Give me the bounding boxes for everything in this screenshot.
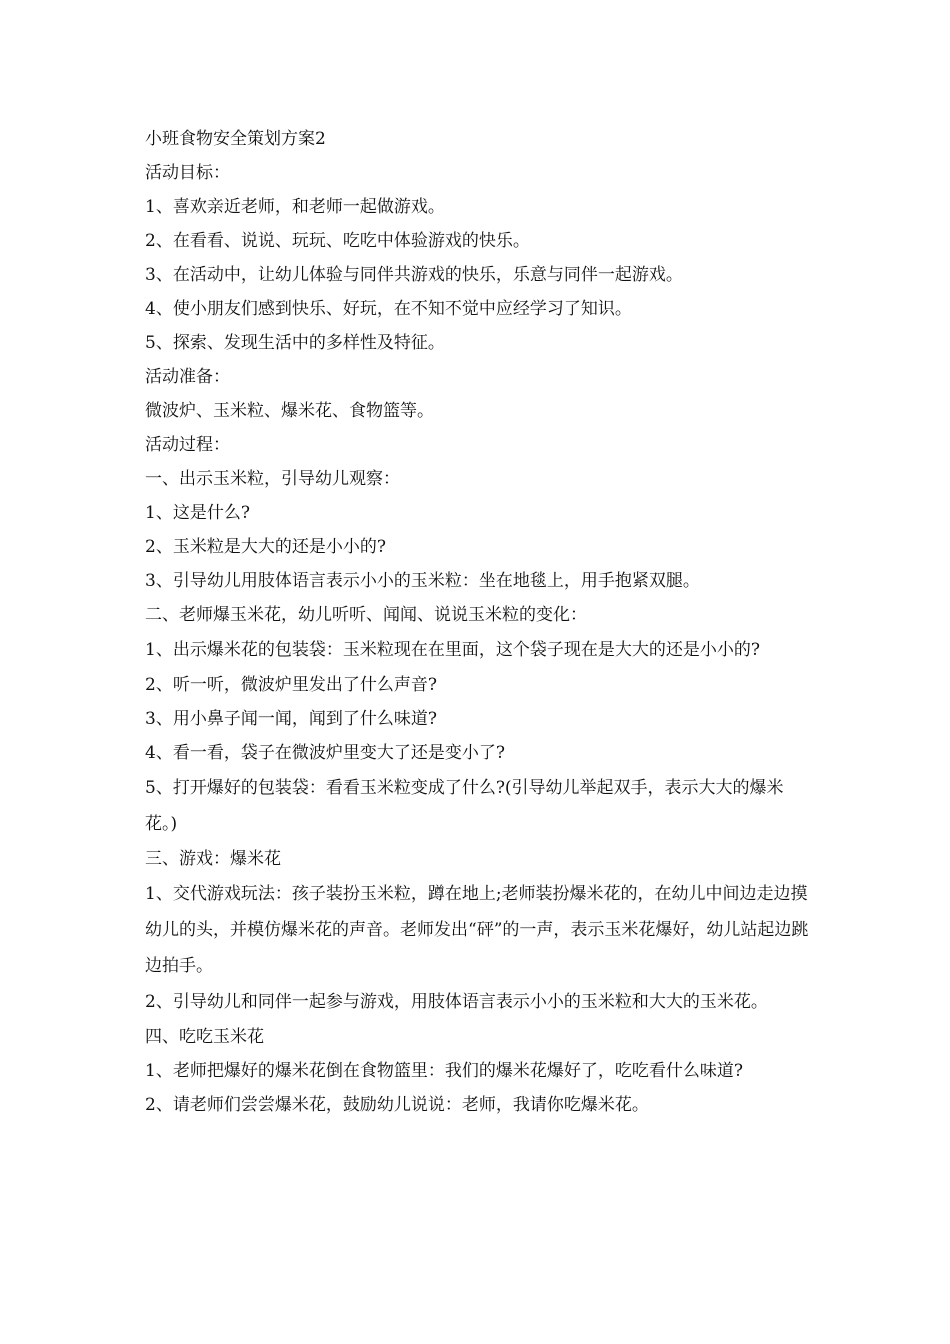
paragraph-line: 1、出示爆米花的包装袋：玉米粒现在在里面，这个袋子现在是大大的还是小小的? bbox=[145, 640, 760, 660]
paragraph-line: 2、玉米粒是大大的还是小小的? bbox=[145, 537, 386, 557]
paragraph-line: 3、引导幼儿用肢体语言表示小小的玉米粒：坐在地毯上，用手抱紧双腿。 bbox=[145, 571, 700, 591]
section-heading-goals: 活动目标： bbox=[145, 163, 230, 183]
section-heading-preparation: 活动准备： bbox=[145, 367, 230, 387]
paragraph-line: 5、探索、发现生活中的多样性及特征。 bbox=[145, 333, 445, 353]
paragraph-line: 2、在看看、说说、玩玩、吃吃中体验游戏的快乐。 bbox=[145, 231, 530, 251]
paragraph-line: 1、这是什么? bbox=[145, 503, 250, 523]
document-title: 小班食物安全策划方案2 bbox=[145, 129, 326, 149]
paragraph-line: 2、引导幼儿和同伴一起参与游戏，用肢体语言表示小小的玉米粒和大大的玉米花。 bbox=[145, 992, 768, 1012]
paragraph-line: 4、使小朋友们感到快乐、好玩，在不知不觉中应经学习了知识。 bbox=[145, 299, 632, 319]
section-heading-process: 活动过程： bbox=[145, 435, 230, 455]
paragraph-line: 1、喜欢亲近老师，和老师一起做游戏。 bbox=[145, 197, 445, 217]
subsection-heading: 三、游戏：爆米花 bbox=[145, 849, 281, 869]
paragraph-line: 3、用小鼻子闻一闻，闻到了什么味道? bbox=[145, 709, 437, 729]
subsection-heading: 一、出示玉米粒，引导幼儿观察： bbox=[145, 469, 400, 489]
paragraph-line: 微波炉、玉米粒、爆米花、食物篮等。 bbox=[145, 401, 434, 421]
paragraph-line: 4、看一看，袋子在微波炉里变大了还是变小了? bbox=[145, 743, 505, 763]
paragraph-line: 2、听一听，微波炉里发出了什么声音? bbox=[145, 675, 437, 695]
paragraph-line: 3、在活动中，让幼儿体验与同伴共游戏的快乐，乐意与同伴一起游戏。 bbox=[145, 265, 683, 285]
subsection-heading: 四、吃吃玉米花 bbox=[145, 1027, 264, 1047]
paragraph-line: 2、请老师们尝尝爆米花，鼓励幼儿说说：老师，我请你吃爆米花。 bbox=[145, 1095, 649, 1115]
document-body bbox=[145, 122, 815, 1122]
paragraph-line: 1、交代游戏玩法：孩子装扮玉米粒，蹲在地上;老师装扮爆米花的，在幼儿中间边走边摸幼儿的头，并模仿爆米花的声音。老师发出“砰”的一声，表示玉米花爆好，幼儿站起边跳边拍手。 bbox=[145, 884, 809, 976]
paragraph-line: 1、老师把爆好的爆米花倒在食物篮里：我们的爆米花爆好了，吃吃看什么味道? bbox=[145, 1061, 743, 1081]
subsection-heading: 二、老师爆玉米花，幼儿听听、闻闻、说说玉米粒的变化： bbox=[145, 605, 587, 625]
paragraph-line: 5、打开爆好的包装袋：看看玉米粒变成了什么?(引导幼儿举起双手，表示大大的爆米花。) bbox=[145, 778, 784, 834]
